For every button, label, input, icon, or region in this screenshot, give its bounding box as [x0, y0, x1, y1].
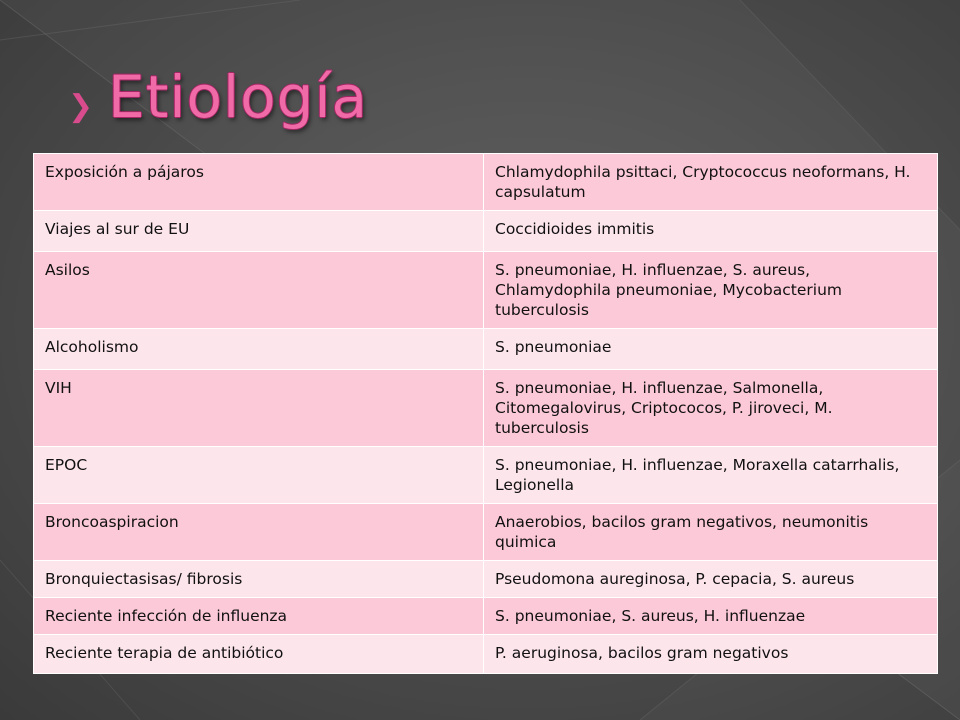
slide-title: Etiología: [108, 63, 369, 131]
table-row: [34, 329, 938, 370]
organisms-cell: Coccidioides immitis: [484, 211, 938, 252]
risk-factor-cell: Reciente terapia de antibiótico: [34, 635, 484, 674]
organisms-cell: P. aeruginosa, bacilos gram negativos: [484, 635, 938, 674]
table-row: [34, 211, 938, 252]
risk-factor-cell: VIH: [34, 370, 484, 447]
risk-factor-cell: EPOC: [34, 447, 484, 504]
risk-factor-cell: Exposición a pájaros: [34, 154, 484, 211]
organisms-cell: Chlamydophila psittaci, Cryptococcus neoformans, H. capsulatum: [484, 154, 938, 211]
table-row: [34, 154, 938, 211]
bullet-arrow-icon: ❯: [68, 89, 94, 124]
organisms-cell: Pseudomona aureginosa, P. cepacia, S. aureus: [484, 561, 938, 598]
risk-factor-cell: Alcoholismo: [34, 329, 484, 370]
etiology-table: [33, 153, 938, 674]
organisms-cell: S. pneumoniae, H. influenzae, S. aureus, Chlamydophila pneumoniae, Mycobacterium tuberculosis: [484, 252, 938, 329]
table-row: [34, 561, 938, 598]
organisms-cell: S. pneumoniae, H. influenzae, Moraxella catarrhalis, Legionella: [484, 447, 938, 504]
table-row: [34, 598, 938, 635]
risk-factor-cell: Broncoaspiracion: [34, 504, 484, 561]
table-row: [34, 370, 938, 447]
table-row: [34, 447, 938, 504]
risk-factor-cell: Reciente infección de influenza: [34, 598, 484, 635]
organisms-cell: S. pneumoniae, S. aureus, H. influenzae: [484, 598, 938, 635]
organisms-cell: S. pneumoniae, H. influenzae, Salmonella, Citomegalovirus, Criptococos, P. jiroveci, M. tuberculosis: [484, 370, 938, 447]
table-row: [34, 252, 938, 329]
table-row: [34, 635, 938, 674]
table-row: [34, 504, 938, 561]
risk-factor-cell: Asilos: [34, 252, 484, 329]
organisms-cell: S. pneumoniae: [484, 329, 938, 370]
risk-factor-cell: Bronquiectasisas/ fibrosis: [34, 561, 484, 598]
organisms-cell: Anaerobios, bacilos gram negativos, neumonitis quimica: [484, 504, 938, 561]
risk-factor-cell: Viajes al sur de EU: [34, 211, 484, 252]
